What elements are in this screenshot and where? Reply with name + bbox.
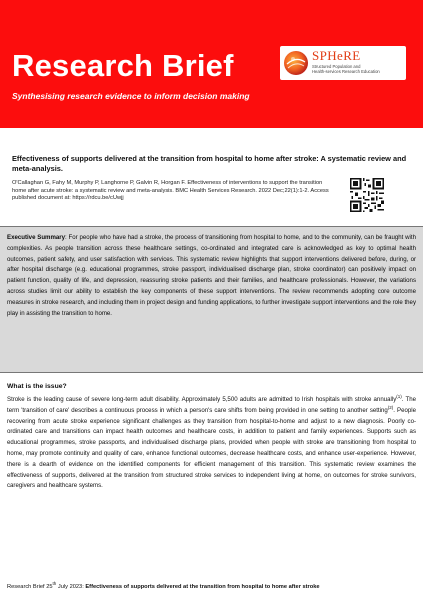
footer [7, 581, 416, 590]
footer-title: Effectiveness of supports delivered at the transition from hospital to home after stroke [83, 584, 320, 590]
section-heading-issue: What is the issue? [7, 383, 67, 390]
footer-date-ordinal: th [52, 581, 57, 587]
executive-summary-box [0, 226, 423, 373]
executive-summary-label: Executive Summary [7, 234, 66, 241]
logo-tagline-line-1: Structured Population and [312, 64, 361, 69]
issue-text-part-3: . People recovering from acute stroke experience significant challenges as they transition from hospital-to-home and adjust to a new diagnosis. Poorly co-ordinated care and transitions can impact health outcomes and healthcare costs, in addition to patient and family experiences. Supports such as educational programmes, stroke passports, and individualised discharge plans, provided when people with stroke are transitioning from hospital to home, may promote continuity and quality of care, enhance functional outcomes, decrease healthcare costs, and enhance user-experience. However, there is a dearth of evidence on the identified components for efficient management of this transition. This systematic review examines the effectiveness of supports, delivered at the transition from structured stroke services to independent living at home, on outcomes for stroke survivors, caregivers and healthcare systems. [7, 406, 416, 490]
header-banner [0, 0, 423, 128]
article-citation: O'Callaghan G, Fahy M, Murphy P, Langhorne P, Galvin R, Horgan F. Effectiveness of interventions to support the transition home after acute stroke: a systematic review and meta-analysis. BMC Health Services Research. 2022 Dec;22(1):1-2. Access published document at: https://rdcu.be/cUwjj [12, 180, 329, 202]
sphere-logo [280, 46, 406, 80]
sphere-logo-icon [283, 50, 309, 76]
logo-name: SPHeRE [312, 48, 361, 63]
footer-date-suffix: July 2023: [56, 584, 84, 590]
banner-subtitle: Synthesising research evidence to inform decision making [12, 91, 250, 101]
issue-text-part-2: . The term 'transition of care' describes a continuous process in which a person's care shifts from being provided in one setting to another setting [7, 396, 416, 414]
logo-tagline [312, 64, 380, 74]
reference-2: (2) [387, 404, 394, 410]
logo-tagline-line-2: Health-services Research Education [312, 69, 380, 74]
issue-text-part-1: Stroke is the leading cause of severe long-term adult disability. Approximately 5,500 adults are admitted to Irish hospitals with stroke annually [7, 396, 397, 403]
banner-title: Research Brief [12, 48, 234, 83]
executive-summary [7, 233, 416, 319]
article-title: Effectiveness of supports delivered at the transition from hospital to home after stroke: A systematic review and meta-analysis. [12, 154, 407, 174]
issue-body-text [7, 395, 416, 492]
qr-code-icon [350, 178, 384, 212]
reference-1: (1) [396, 393, 402, 399]
executive-summary-text: : For people who have had a stroke, the process of transitioning from hospital to home, and to the community, can be fraught with complexities. As people transition across these healthcare settings, co-ordinated and integrated care is acknowledged as key to optimal health outcomes, patient safety, and user satisfaction with services. This systematic review highlights that support interventions delivered before, during, or after hospital discharge (e.g. educational programmes, stroke passport, individualised discharge plan, stroke coordinator) can positively impact on patient function, quality of life, and depression, reassuring stroke patients and their families, and healthcare professionals. However, the variations across studies limit our ability to establish the key components of these support interventions. The review recommends adopting core outcome measures in stroke research, and including them in project design and funding applications, to further investigate support interventions and the role they play in assisting the transition to home. [7, 234, 416, 317]
footer-date-prefix: Research Brief 25 [7, 584, 53, 590]
